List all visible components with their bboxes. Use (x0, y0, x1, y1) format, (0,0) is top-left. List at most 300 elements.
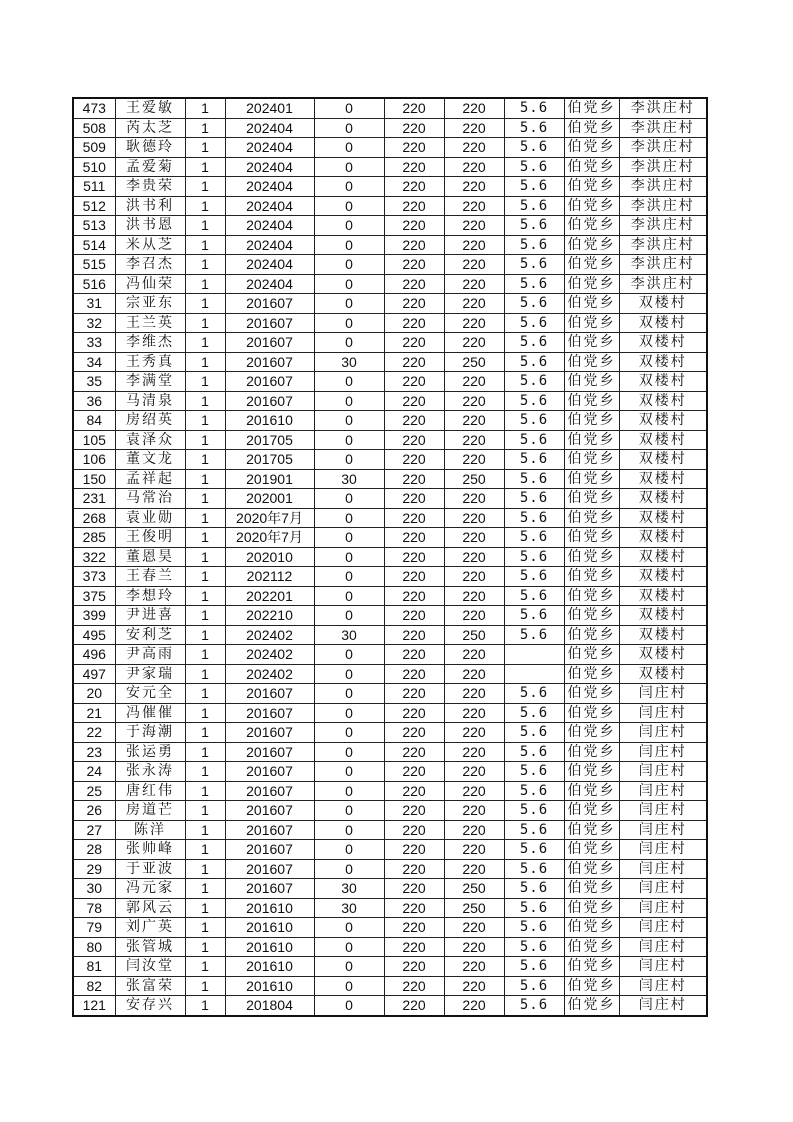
count-cell: 1 (185, 430, 225, 450)
township-cell: 伯党乡 (564, 820, 619, 840)
village-cell: 闫庄村 (619, 937, 707, 957)
township-cell: 伯党乡 (564, 274, 619, 294)
start-date-cell: 202404 (225, 177, 314, 197)
start-date-cell: 201607 (225, 742, 314, 762)
total-amount-cell: 220 (444, 508, 504, 528)
base-amount-cell: 220 (384, 352, 444, 372)
base-amount-cell: 220 (384, 567, 444, 587)
rate-cell: 5.6 (504, 606, 564, 626)
extra-cell: 0 (314, 547, 384, 567)
total-amount-cell: 220 (444, 235, 504, 255)
extra-cell: 0 (314, 508, 384, 528)
base-amount-cell: 220 (384, 664, 444, 684)
total-amount-cell: 220 (444, 801, 504, 821)
township-cell: 伯党乡 (564, 177, 619, 197)
village-cell: 闫庄村 (619, 840, 707, 860)
id-cell: 373 (73, 567, 115, 587)
extra-cell: 0 (314, 177, 384, 197)
total-amount-cell: 220 (444, 333, 504, 353)
name-cell: 冯元家 (115, 879, 185, 899)
id-cell: 105 (73, 430, 115, 450)
village-cell: 双楼村 (619, 567, 707, 587)
count-cell: 1 (185, 508, 225, 528)
base-amount-cell: 220 (384, 898, 444, 918)
village-cell: 闫庄村 (619, 996, 707, 1016)
count-cell: 1 (185, 976, 225, 996)
rate-cell: 5.6 (504, 937, 564, 957)
name-cell: 孟爱菊 (115, 157, 185, 177)
rate-cell: 5.6 (504, 138, 564, 158)
extra-cell: 0 (314, 157, 384, 177)
count-cell: 1 (185, 391, 225, 411)
table-row (73, 547, 707, 567)
extra-cell: 0 (314, 859, 384, 879)
id-cell: 497 (73, 664, 115, 684)
base-amount-cell: 220 (384, 586, 444, 606)
village-cell: 李洪庄村 (619, 157, 707, 177)
count-cell: 1 (185, 742, 225, 762)
id-cell: 322 (73, 547, 115, 567)
start-date-cell: 202402 (225, 645, 314, 665)
village-cell: 双楼村 (619, 313, 707, 333)
table-row (73, 216, 707, 236)
township-cell: 伯党乡 (564, 898, 619, 918)
total-amount-cell: 220 (444, 664, 504, 684)
total-amount-cell: 250 (444, 469, 504, 489)
name-cell: 房道芒 (115, 801, 185, 821)
extra-cell: 30 (314, 625, 384, 645)
start-date-cell: 202404 (225, 138, 314, 158)
start-date-cell: 202404 (225, 157, 314, 177)
rate-cell: 5.6 (504, 372, 564, 392)
table-row (73, 664, 707, 684)
base-amount-cell: 220 (384, 781, 444, 801)
township-cell: 伯党乡 (564, 118, 619, 138)
base-amount-cell: 220 (384, 430, 444, 450)
base-amount-cell: 220 (384, 684, 444, 704)
total-amount-cell: 250 (444, 898, 504, 918)
table-body (73, 98, 707, 1016)
count-cell: 1 (185, 372, 225, 392)
rate-cell: 5.6 (504, 411, 564, 431)
township-cell: 伯党乡 (564, 333, 619, 353)
rate-cell: 5.6 (504, 196, 564, 216)
extra-cell: 0 (314, 372, 384, 392)
name-cell: 陈洋 (115, 820, 185, 840)
id-cell: 514 (73, 235, 115, 255)
base-amount-cell: 220 (384, 313, 444, 333)
name-cell: 闫汝堂 (115, 957, 185, 977)
start-date-cell: 201607 (225, 313, 314, 333)
start-date-cell: 201607 (225, 333, 314, 353)
township-cell: 伯党乡 (564, 645, 619, 665)
table-row (73, 177, 707, 197)
table-row (73, 723, 707, 743)
start-date-cell: 201610 (225, 937, 314, 957)
rate-cell: 5.6 (504, 274, 564, 294)
start-date-cell: 201607 (225, 762, 314, 782)
village-cell: 双楼村 (619, 469, 707, 489)
start-date-cell: 201705 (225, 450, 314, 470)
id-cell: 27 (73, 820, 115, 840)
extra-cell: 0 (314, 723, 384, 743)
township-cell: 伯党乡 (564, 216, 619, 236)
base-amount-cell: 220 (384, 294, 444, 314)
extra-cell: 0 (314, 840, 384, 860)
table-row (73, 859, 707, 879)
township-cell: 伯党乡 (564, 781, 619, 801)
start-date-cell: 202112 (225, 567, 314, 587)
rate-cell: 5.6 (504, 352, 564, 372)
total-amount-cell: 220 (444, 606, 504, 626)
township-cell: 伯党乡 (564, 255, 619, 275)
rate-cell: 5.6 (504, 489, 564, 509)
id-cell: 511 (73, 177, 115, 197)
rate-cell: 5.6 (504, 801, 564, 821)
name-cell: 郭风云 (115, 898, 185, 918)
village-cell: 双楼村 (619, 528, 707, 548)
name-cell: 张富荣 (115, 976, 185, 996)
count-cell: 1 (185, 547, 225, 567)
base-amount-cell: 220 (384, 450, 444, 470)
start-date-cell: 202210 (225, 606, 314, 626)
rate-cell: 5.6 (504, 586, 564, 606)
table-row (73, 333, 707, 353)
base-amount-cell: 220 (384, 976, 444, 996)
rate-cell: 5.6 (504, 391, 564, 411)
id-cell: 28 (73, 840, 115, 860)
base-amount-cell: 220 (384, 333, 444, 353)
base-amount-cell: 220 (384, 937, 444, 957)
rate-cell: 5.6 (504, 781, 564, 801)
village-cell: 李洪庄村 (619, 274, 707, 294)
village-cell: 闫庄村 (619, 976, 707, 996)
id-cell: 79 (73, 918, 115, 938)
extra-cell: 0 (314, 781, 384, 801)
total-amount-cell: 220 (444, 98, 504, 118)
name-cell: 王爱敏 (115, 98, 185, 118)
start-date-cell: 201607 (225, 781, 314, 801)
village-cell: 双楼村 (619, 430, 707, 450)
id-cell: 509 (73, 138, 115, 158)
name-cell: 洪书利 (115, 196, 185, 216)
extra-cell: 0 (314, 645, 384, 665)
start-date-cell: 201610 (225, 898, 314, 918)
count-cell: 1 (185, 98, 225, 118)
township-cell: 伯党乡 (564, 372, 619, 392)
extra-cell: 0 (314, 196, 384, 216)
base-amount-cell: 220 (384, 274, 444, 294)
township-cell: 伯党乡 (564, 489, 619, 509)
township-cell: 伯党乡 (564, 508, 619, 528)
id-cell: 26 (73, 801, 115, 821)
township-cell: 伯党乡 (564, 313, 619, 333)
township-cell: 伯党乡 (564, 469, 619, 489)
start-date-cell: 202404 (225, 216, 314, 236)
id-cell: 496 (73, 645, 115, 665)
extra-cell: 0 (314, 996, 384, 1016)
id-cell: 84 (73, 411, 115, 431)
extra-cell: 0 (314, 411, 384, 431)
base-amount-cell: 220 (384, 742, 444, 762)
name-cell: 房绍英 (115, 411, 185, 431)
extra-cell: 0 (314, 762, 384, 782)
id-cell: 231 (73, 489, 115, 509)
township-cell: 伯党乡 (564, 742, 619, 762)
base-amount-cell: 220 (384, 918, 444, 938)
id-cell: 21 (73, 703, 115, 723)
rate-cell: 5.6 (504, 567, 564, 587)
start-date-cell: 202201 (225, 586, 314, 606)
extra-cell: 0 (314, 606, 384, 626)
name-cell: 安元全 (115, 684, 185, 704)
base-amount-cell: 220 (384, 703, 444, 723)
extra-cell: 0 (314, 313, 384, 333)
total-amount-cell: 250 (444, 625, 504, 645)
count-cell: 1 (185, 255, 225, 275)
total-amount-cell: 220 (444, 138, 504, 158)
village-cell: 闫庄村 (619, 879, 707, 899)
rate-cell: 5.6 (504, 879, 564, 899)
id-cell: 30 (73, 879, 115, 899)
count-cell: 1 (185, 762, 225, 782)
rate-cell: 5.6 (504, 723, 564, 743)
total-amount-cell: 250 (444, 879, 504, 899)
base-amount-cell: 220 (384, 762, 444, 782)
count-cell: 1 (185, 820, 225, 840)
rate-cell: 5.6 (504, 118, 564, 138)
count-cell: 1 (185, 859, 225, 879)
start-date-cell: 201607 (225, 352, 314, 372)
total-amount-cell: 220 (444, 274, 504, 294)
total-amount-cell: 220 (444, 762, 504, 782)
total-amount-cell: 220 (444, 703, 504, 723)
rate-cell: 5.6 (504, 508, 564, 528)
total-amount-cell: 250 (444, 352, 504, 372)
township-cell: 伯党乡 (564, 703, 619, 723)
start-date-cell: 201607 (225, 859, 314, 879)
extra-cell: 30 (314, 469, 384, 489)
start-date-cell: 201610 (225, 976, 314, 996)
base-amount-cell: 220 (384, 996, 444, 1016)
count-cell: 1 (185, 684, 225, 704)
table-row (73, 508, 707, 528)
base-amount-cell: 220 (384, 469, 444, 489)
table-row (73, 274, 707, 294)
count-cell: 1 (185, 216, 225, 236)
name-cell: 于亚波 (115, 859, 185, 879)
base-amount-cell: 220 (384, 625, 444, 645)
village-cell: 双楼村 (619, 489, 707, 509)
table-row (73, 879, 707, 899)
extra-cell: 0 (314, 976, 384, 996)
extra-cell: 30 (314, 879, 384, 899)
rate-cell: 5.6 (504, 98, 564, 118)
table-row (73, 801, 707, 821)
extra-cell: 30 (314, 898, 384, 918)
village-cell: 双楼村 (619, 391, 707, 411)
start-date-cell: 201610 (225, 411, 314, 431)
start-date-cell: 201804 (225, 996, 314, 1016)
rate-cell: 5.6 (504, 294, 564, 314)
count-cell: 1 (185, 918, 225, 938)
name-cell: 张管城 (115, 937, 185, 957)
township-cell: 伯党乡 (564, 664, 619, 684)
village-cell: 李洪庄村 (619, 138, 707, 158)
rate-cell: 5.6 (504, 957, 564, 977)
total-amount-cell: 220 (444, 528, 504, 548)
table-row (73, 98, 707, 118)
count-cell: 1 (185, 294, 225, 314)
start-date-cell: 202404 (225, 196, 314, 216)
id-cell: 515 (73, 255, 115, 275)
township-cell: 伯党乡 (564, 723, 619, 743)
village-cell: 闫庄村 (619, 918, 707, 938)
village-cell: 双楼村 (619, 664, 707, 684)
township-cell: 伯党乡 (564, 937, 619, 957)
name-cell: 孟祥起 (115, 469, 185, 489)
base-amount-cell: 220 (384, 157, 444, 177)
village-cell: 双楼村 (619, 645, 707, 665)
total-amount-cell: 220 (444, 255, 504, 275)
count-cell: 1 (185, 898, 225, 918)
rate-cell: 5.6 (504, 313, 564, 333)
rate-cell: 5.6 (504, 235, 564, 255)
name-cell: 安存兴 (115, 996, 185, 1016)
id-cell: 33 (73, 333, 115, 353)
name-cell: 李贵荣 (115, 177, 185, 197)
village-cell: 李洪庄村 (619, 118, 707, 138)
table-row (73, 820, 707, 840)
id-cell: 495 (73, 625, 115, 645)
base-amount-cell: 220 (384, 820, 444, 840)
base-amount-cell: 220 (384, 879, 444, 899)
name-cell: 刘广英 (115, 918, 185, 938)
table-row (73, 411, 707, 431)
village-cell: 闫庄村 (619, 742, 707, 762)
name-cell: 唐红伟 (115, 781, 185, 801)
name-cell: 冯仙荣 (115, 274, 185, 294)
id-cell: 513 (73, 216, 115, 236)
village-cell: 双楼村 (619, 352, 707, 372)
count-cell: 1 (185, 567, 225, 587)
start-date-cell: 201607 (225, 294, 314, 314)
name-cell: 冯催催 (115, 703, 185, 723)
name-cell: 董恩昊 (115, 547, 185, 567)
id-cell: 32 (73, 313, 115, 333)
id-cell: 34 (73, 352, 115, 372)
extra-cell: 0 (314, 742, 384, 762)
table-row (73, 138, 707, 158)
start-date-cell: 202404 (225, 235, 314, 255)
rate-cell: 5.6 (504, 547, 564, 567)
start-date-cell: 201607 (225, 801, 314, 821)
name-cell: 董文龙 (115, 450, 185, 470)
rate-cell: 5.6 (504, 177, 564, 197)
table-row (73, 118, 707, 138)
id-cell: 31 (73, 294, 115, 314)
name-cell: 李满堂 (115, 372, 185, 392)
village-cell: 李洪庄村 (619, 216, 707, 236)
base-amount-cell: 220 (384, 859, 444, 879)
base-amount-cell: 220 (384, 255, 444, 275)
start-date-cell: 202402 (225, 664, 314, 684)
township-cell: 伯党乡 (564, 294, 619, 314)
name-cell: 尹进喜 (115, 606, 185, 626)
total-amount-cell: 220 (444, 937, 504, 957)
count-cell: 1 (185, 177, 225, 197)
name-cell: 耿德玲 (115, 138, 185, 158)
start-date-cell: 201607 (225, 372, 314, 392)
table-row (73, 781, 707, 801)
rate-cell: 5.6 (504, 684, 564, 704)
rate-cell (504, 645, 564, 665)
total-amount-cell: 220 (444, 567, 504, 587)
start-date-cell: 202001 (225, 489, 314, 509)
village-cell: 闫庄村 (619, 801, 707, 821)
rate-cell: 5.6 (504, 450, 564, 470)
start-date-cell: 201607 (225, 820, 314, 840)
township-cell: 伯党乡 (564, 235, 619, 255)
count-cell: 1 (185, 996, 225, 1016)
table-row (73, 469, 707, 489)
village-cell: 闫庄村 (619, 762, 707, 782)
count-cell: 1 (185, 957, 225, 977)
rate-cell: 5.6 (504, 333, 564, 353)
count-cell: 1 (185, 411, 225, 431)
total-amount-cell: 220 (444, 450, 504, 470)
id-cell: 121 (73, 996, 115, 1016)
count-cell: 1 (185, 645, 225, 665)
total-amount-cell: 220 (444, 547, 504, 567)
township-cell: 伯党乡 (564, 391, 619, 411)
rate-cell: 5.6 (504, 469, 564, 489)
name-cell: 马清泉 (115, 391, 185, 411)
start-date-cell: 201901 (225, 469, 314, 489)
rate-cell: 5.6 (504, 859, 564, 879)
id-cell: 24 (73, 762, 115, 782)
village-cell: 李洪庄村 (619, 255, 707, 275)
base-amount-cell: 220 (384, 118, 444, 138)
count-cell: 1 (185, 469, 225, 489)
village-cell: 双楼村 (619, 606, 707, 626)
id-cell: 516 (73, 274, 115, 294)
count-cell: 1 (185, 157, 225, 177)
id-cell: 512 (73, 196, 115, 216)
start-date-cell: 2020年7月 (225, 508, 314, 528)
data-table (72, 97, 708, 1017)
extra-cell: 0 (314, 684, 384, 704)
table-row (73, 762, 707, 782)
table-row (73, 313, 707, 333)
name-cell: 王兰英 (115, 313, 185, 333)
id-cell: 82 (73, 976, 115, 996)
total-amount-cell: 220 (444, 196, 504, 216)
base-amount-cell: 220 (384, 645, 444, 665)
village-cell: 双楼村 (619, 450, 707, 470)
extra-cell: 0 (314, 294, 384, 314)
extra-cell: 0 (314, 216, 384, 236)
township-cell: 伯党乡 (564, 450, 619, 470)
table-row (73, 430, 707, 450)
count-cell: 1 (185, 586, 225, 606)
id-cell: 473 (73, 98, 115, 118)
village-cell: 闫庄村 (619, 723, 707, 743)
id-cell: 36 (73, 391, 115, 411)
table-row (73, 898, 707, 918)
base-amount-cell: 220 (384, 801, 444, 821)
id-cell: 399 (73, 606, 115, 626)
